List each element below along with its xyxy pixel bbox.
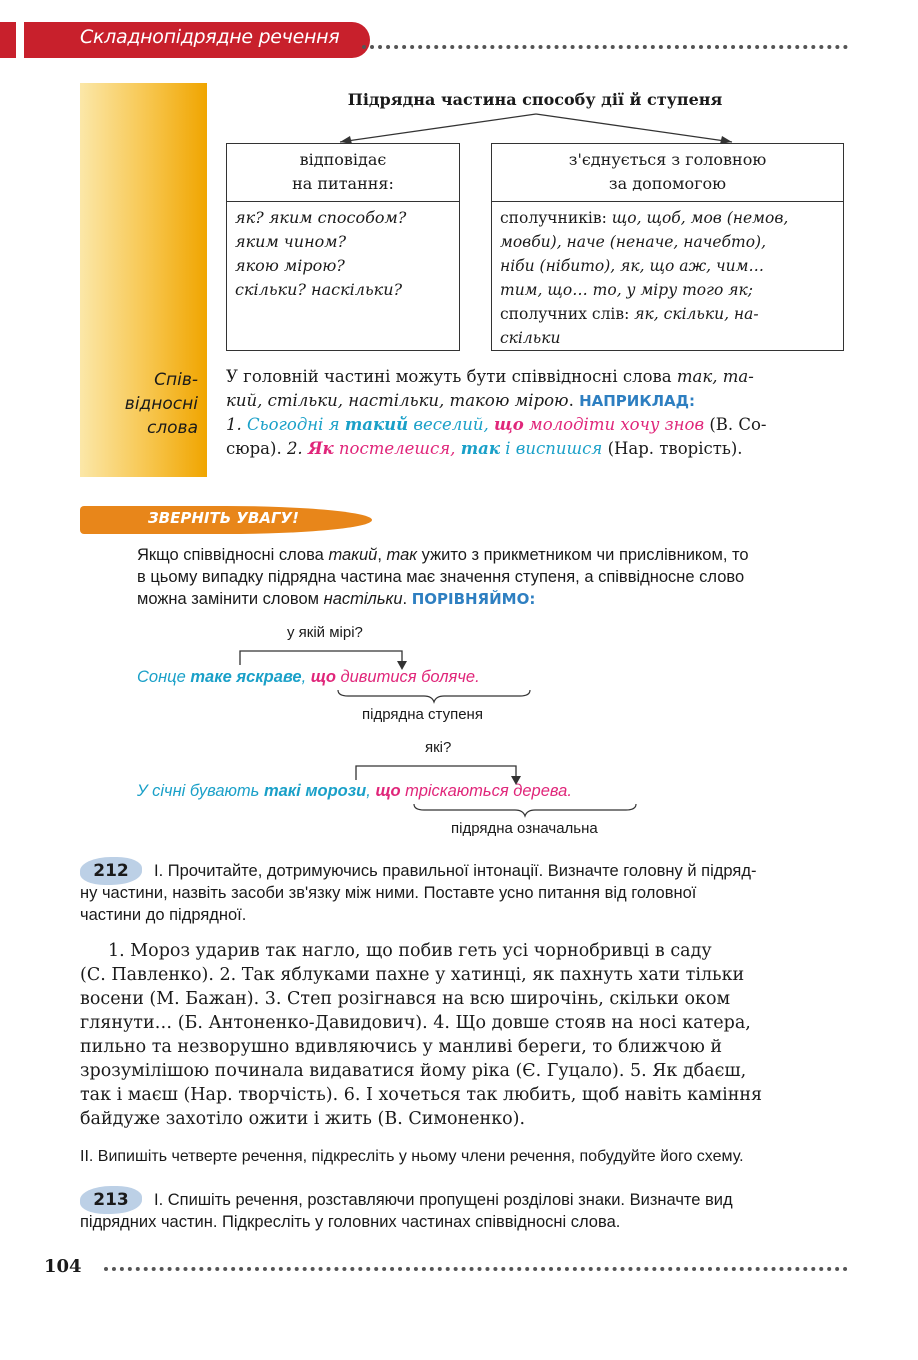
scheme-arrows [226,108,846,148]
exercise-212-task-2: II. Випишіть четверте речення, підкресліть у ньому члени речення, побудуйте його схему. [80,1148,744,1165]
question-list: як? яким способом? яким чином? якою мірою? скільки? наскільки? [235,208,407,299]
scheme-title: Підрядна частина способу дії й ступеня [347,90,723,109]
label-subordinate-degree: підрядна ступеня [362,706,483,723]
brace-1 [336,688,532,704]
page-number: 104 [44,1256,82,1277]
question-box [226,143,460,351]
attention-title: ЗВЕРНІТЬ УВАГУ! [148,509,299,527]
header-stripe [0,22,16,58]
sentence-2: У січні бувають такі морози, що тріскаються дерева. [137,782,572,800]
brace-2 [412,802,638,818]
connector-box [491,143,844,351]
connector-box-head: з'єднується з головною за допомогою [492,144,843,202]
connector-list: сполучників: що, щоб, мов (немов, мовби), наче (неначе, начебто), ніби (нібито), як, що аж, чим… тим, що… то, у міру того як; сполучних слів: як, скільки, на- скільки [500,209,789,347]
section-title: Складнопідрядне речення [80,26,340,48]
question-1: у якій мірі? [287,624,363,641]
label-subordinate-attributive: підрядна означальна [451,820,598,837]
exercise-212-task: I. Прочитайте, дотримуючись правильної інтонації. Визначте головну й підряд- ну частини, назвіть засоби зв'язку між ними. Поставте усно питання від головної частини до підрядної. [80,862,757,924]
correlative-paragraph: У головній частині можуть бути співвідносні слова так, та- кий, стільки, настільки, такою мірою. НАПРИКЛАД: 1. Сьогодні я такий веселий, що молодіти хочу знов (В. Со- сюра). 2. Як постелешся, так і виспишся (Нар. творість). [226,367,767,458]
exercise-212-text: 1. Мороз ударив так нагло, що побив геть усі чорнобривці в саду (С. Павленко). 2. Так яблуками пахне у хатинці, як пахнуть хати тільки восени (М. Бажан). 3. Степ розігнався на всю широчінь, скільки оком глянути… (Б. Антоненко-Давидович). 4. Що довше стояв на носі катера, пильно та незворушно вдивляючись у манливі береги, то ближчою й зрозумілішою починала видаватися йому ріка (Є. Гуцало). 5. Як дбаєш, так і маєш (Нар. творчість). 6. І хочеться так любить, щоб навіть каміння байдуже захотіло ожити і жить (В. Симоненко). [80,941,763,1129]
sentence-1: Сонце таке яскраве, що дивитися боляче. [137,668,480,686]
header-dots [362,45,848,49]
exercise-213-task: I. Спишіть речення, розставляючи пропущені розділові знаки. Визначте вид підрядних частин. Підкресліть у головних частинах співвідносні слова. [80,1191,733,1231]
question-2: які? [425,739,452,756]
footer-dots [104,1267,848,1271]
exercise-212-number: 212 [80,857,142,885]
exercise-213-number: 213 [80,1186,142,1214]
attention-text: Якщо співвідносні слова такий, так ужито з прикметником чи прислівником, то в цьому випадку підрядна частина має значення ступеня, а співвідносне слово можна замінити словом настільки. ПОРІВНЯЙМО: [137,546,749,608]
sidebar-label: Спів- відносні слова [124,370,198,438]
question-box-head: відповідає на питання: [227,144,459,202]
